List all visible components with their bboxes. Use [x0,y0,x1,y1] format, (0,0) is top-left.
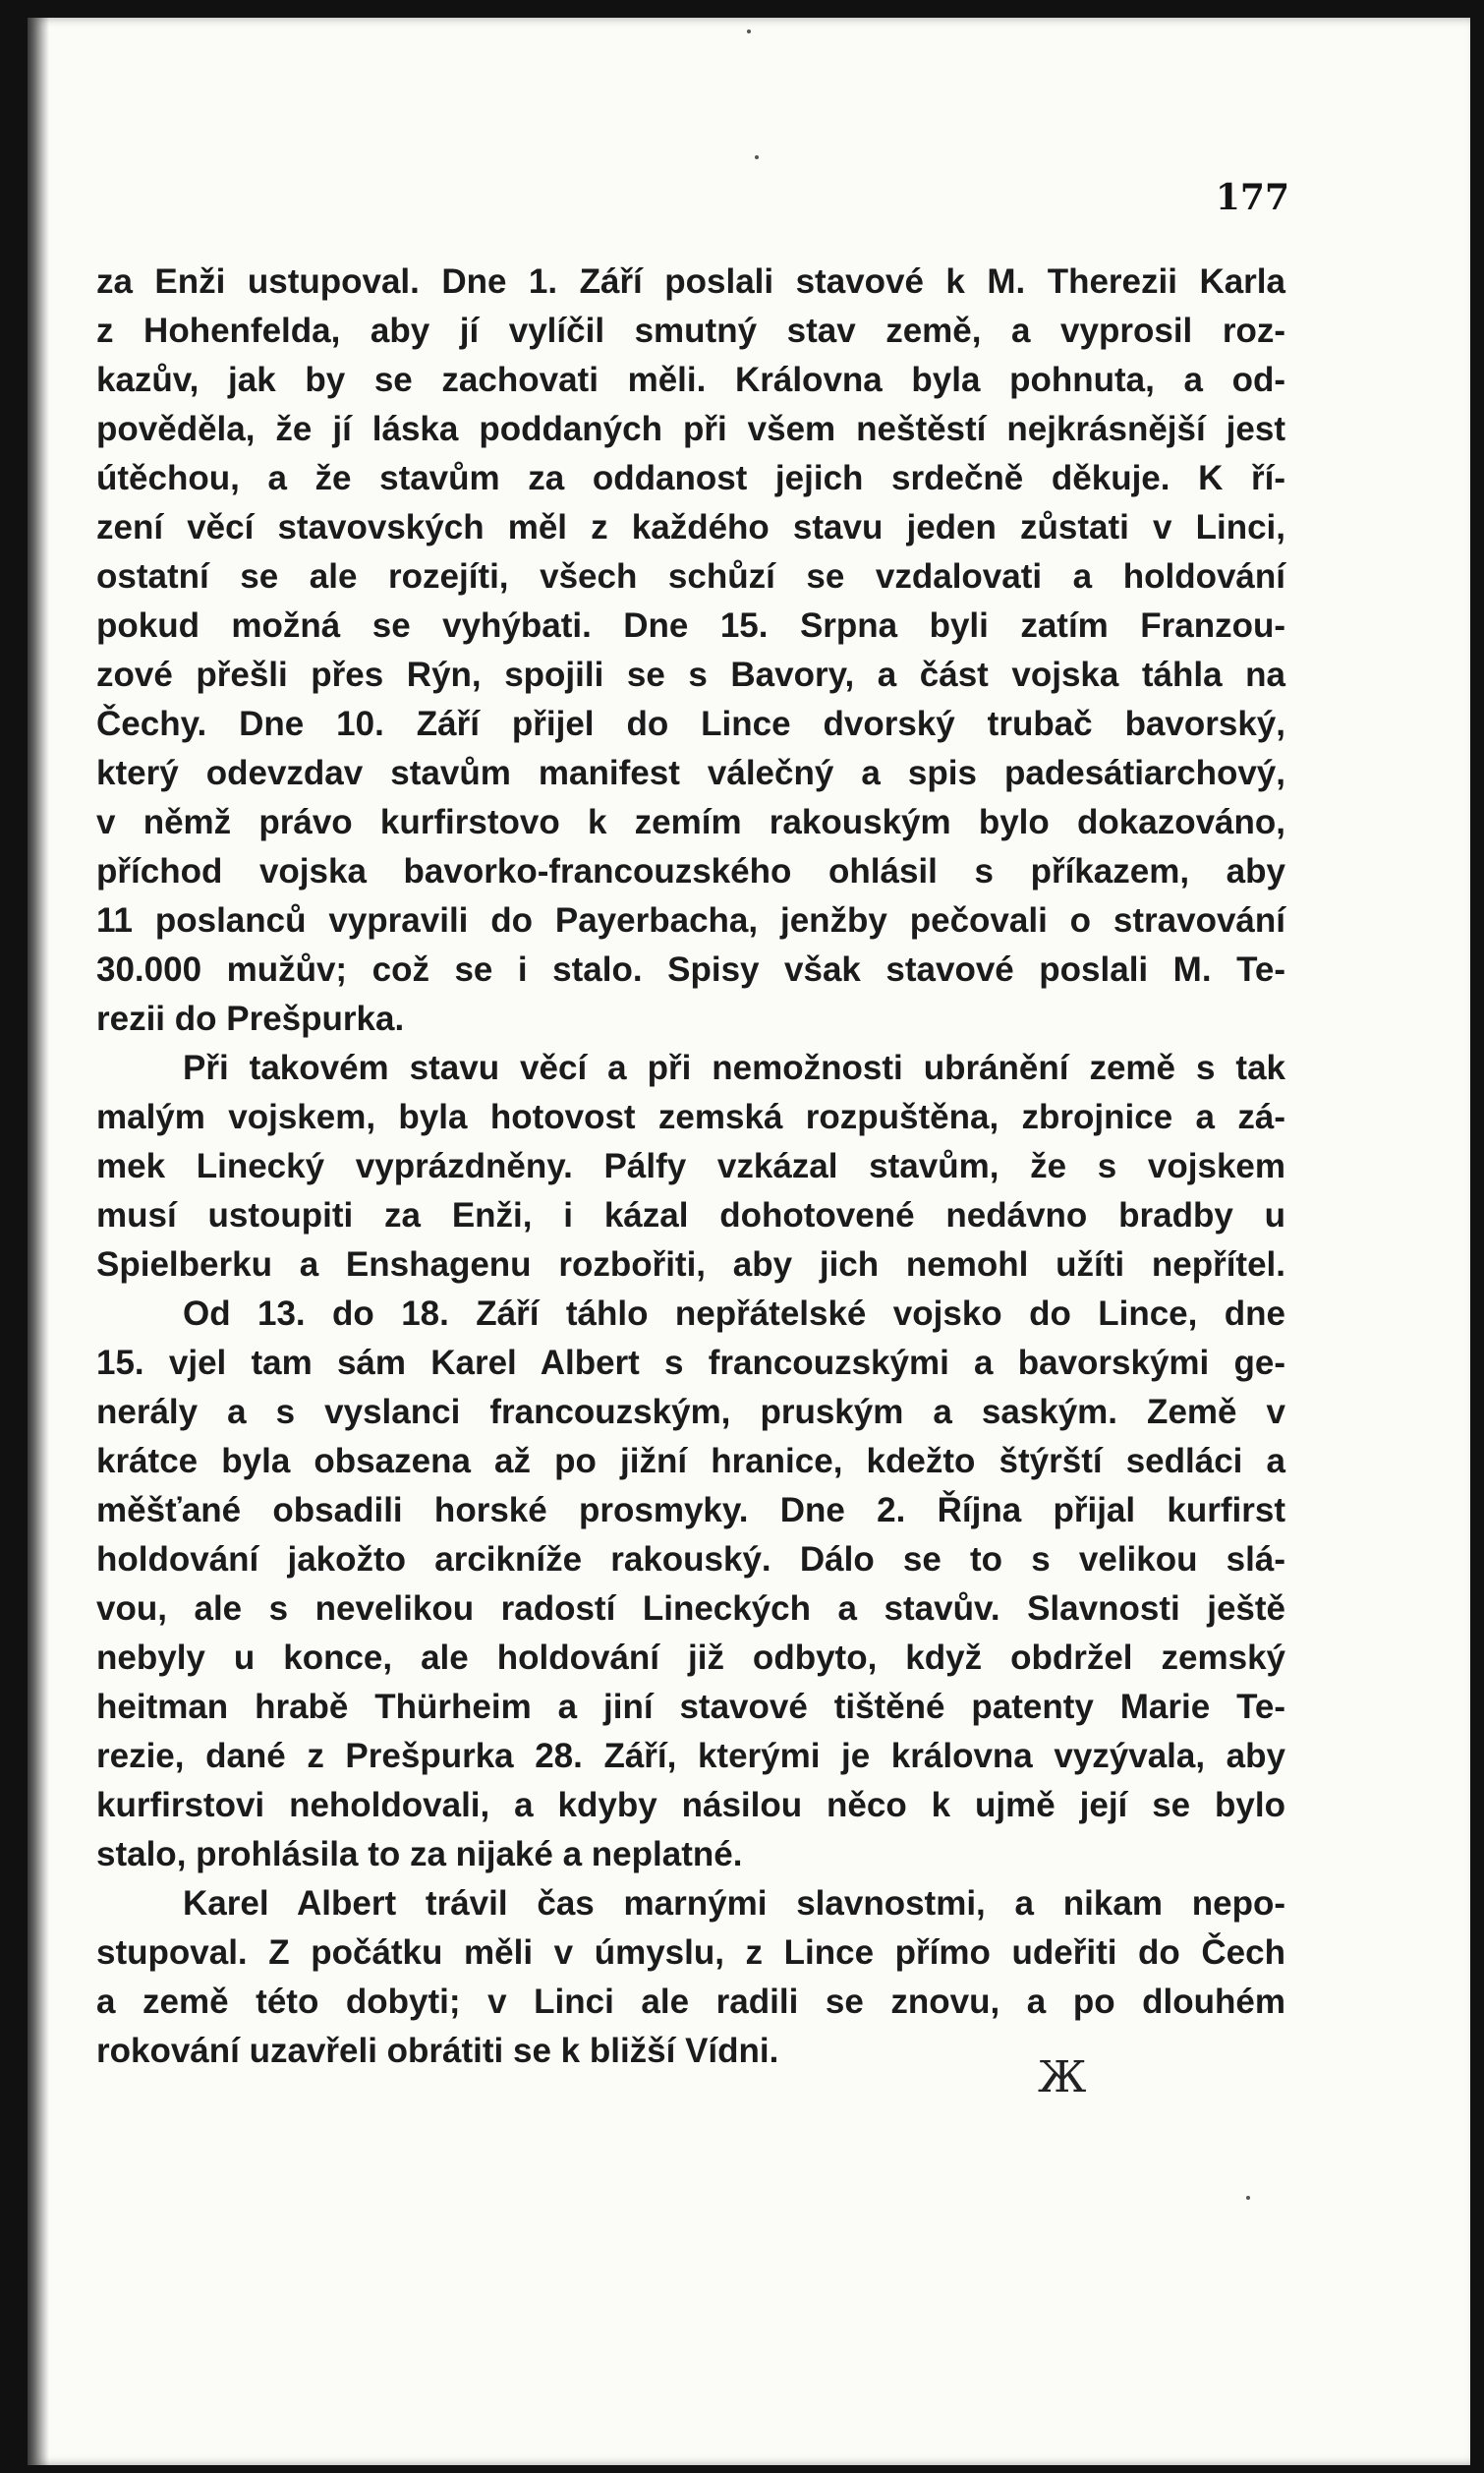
text-line: Od 13. do 18. Září táhlo nepřátelské vojsko do Lince, dne [183,1294,1285,1333]
text-line: stalo, prohlásila to za nijaké a neplatné. [96,1835,743,1873]
scan-speck [755,155,759,159]
text-line: za Enži ustupoval. Dne 1. Září poslali stavové k M. Therezii Karla [96,262,1285,301]
binding-shadow [28,18,49,2465]
scan-speck [747,29,751,33]
text-line: Při takovém stavu věcí a při nemožnosti ubránění země s tak [183,1049,1285,1087]
text-line: ostatní se ale rozejíti, všech schůzí se vzdalovati a holdování [96,557,1285,596]
text-line: příchod vojska bavorko-francouzského ohlásil s příkazem, aby [96,852,1285,891]
text-line: kurfirstovi neholdovali, a kdyby násilou něco k ujmě její se bylo [96,1786,1285,1824]
text-line: 15. vjel tam sám Karel Albert s francouzskými a bavorskými ge- [96,1344,1285,1382]
page-number: 177 [1215,177,1289,218]
body-text [96,258,1285,2076]
text-line: měšťané obsadili horské prosmyky. Dne 2. Října přijal kurfirst [96,1491,1285,1529]
text-line: 30.000 mužův; což se i stalo. Spisy však stavové poslali M. Te- [96,950,1285,989]
text-line: heitman hrabě Thürheim a jiní stavové tištěné patenty Marie Te- [96,1688,1285,1726]
text-line: rokování uzavřeli obrátiti se k bližší Vídni. [96,2032,779,2070]
text-line: zové přešli přes Rýn, spojili se s Bavory, a část vojska táhla na [96,656,1285,694]
signature-mark: Ж [1038,2052,1087,2102]
text-line: a země této dobyti; v Linci ale radili se znovu, a po dlouhém [96,1983,1285,2021]
text-line: holdování jakožto arcikníže rakouský. Dálo se to s velikou slá- [96,1540,1285,1579]
text-line: kazův, jak by se zachovati měli. Královna byla pohnuta, a od- [96,361,1285,399]
text-line: pověděla, že jí láska poddaných při všem neštěstí nejkrásnější jest [96,410,1285,448]
text-line: který odevzdav stavům manifest válečný a spis padesátiarchový, [96,754,1285,792]
text-line: mek Linecký vyprázdněny. Pálfy vzkázal stavům, že s vojskem [96,1147,1285,1185]
text-line: z Hohenfelda, aby jí vylíčil smutný stav země, a vyprosil roz- [96,312,1285,350]
text-line: Spielberku a Enshagenu rozbořiti, aby jich nemohl užíti nepřítel. [96,1245,1285,1284]
text-line: Čechy. Dne 10. Září přijel do Lince dvorský trubač bavorský, [96,705,1285,743]
text-line: Karel Albert trávil čas marnými slavnostmi, a nikam nepo- [183,1884,1285,1923]
text-line: krátce byla obsazena až po jižní hranice, kdežto štýrští sedláci a [96,1442,1285,1480]
text-line: 11 poslanců vypravili do Payerbacha, jenžby pečovali o stravování [96,901,1285,940]
text-line: rezie, dané z Prešpurka 28. Září, kterými je královna vyzývala, aby [96,1737,1285,1775]
text-line: pokud možná se vyhýbati. Dne 15. Srpna byli zatím Franzou- [96,606,1285,645]
text-line: v němž právo kurfirstovo k zemím rakouským bylo dokazováno, [96,803,1285,841]
text-line: nerály a s vyslanci francouzským, pruským a saským. Země v [96,1393,1285,1431]
text-line: zení věcí stavovských měl z každého stavu jeden zůstati v Linci, [96,508,1285,546]
text-line: nebyly u konce, ale holdování již odbyto, když obdržel zemský [96,1639,1285,1677]
text-line: vou, ale s nevelikou radostí Lineckých a stavův. Slavnosti ještě [96,1589,1285,1628]
text-line: rezii do Prešpurka. [96,1000,405,1038]
text-line: malým vojskem, byla hotovost zemská rozpuštěna, zbrojnice a zá- [96,1098,1285,1136]
scan-speck [1246,2196,1250,2200]
text-line: útěchou, a že stavům za oddanost jejich srdečně děkuje. K ří- [96,459,1285,497]
text-line: musí ustoupiti za Enži, i kázal dohotovené nedávno bradby u [96,1196,1285,1235]
text-line: stupoval. Z počátku měli v úmyslu, z Lince přímo udeřiti do Čech [96,1933,1285,1972]
